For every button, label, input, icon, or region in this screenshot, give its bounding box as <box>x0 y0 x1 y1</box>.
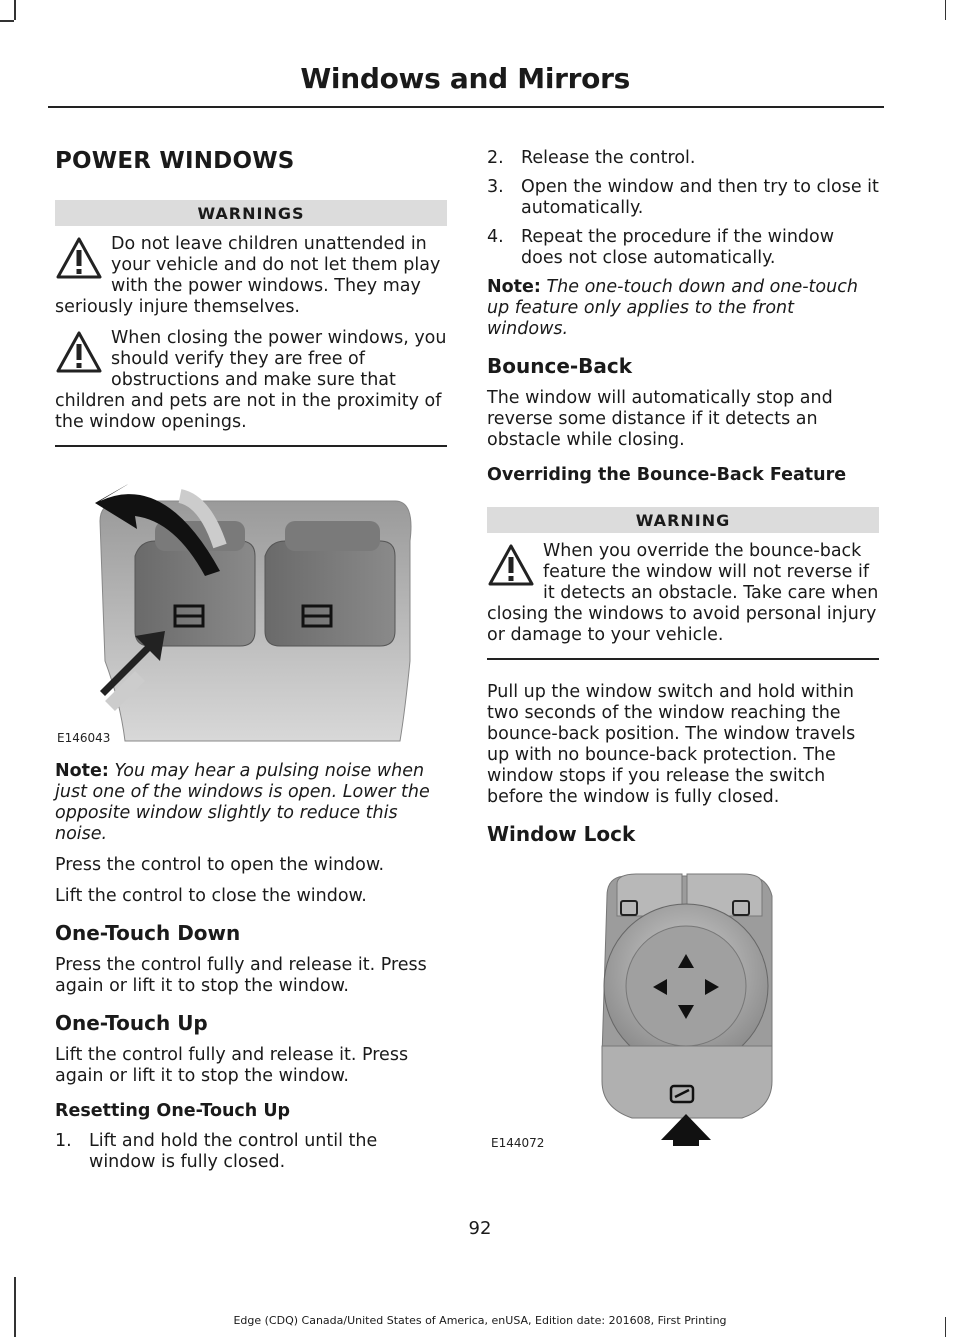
list-item <box>487 148 879 169</box>
subheading: One-Touch Down <box>55 920 241 945</box>
section-title: POWER WINDOWS <box>55 148 295 174</box>
list-text: Release the control. <box>521 148 696 168</box>
window-switch-figure <box>55 461 447 749</box>
list-item <box>55 1131 447 1173</box>
crop-mark <box>14 0 16 20</box>
page-footer: Edge (CDQ) Canada/United States of America, enUSA, Edition date: 201608, First Printing <box>233 1314 727 1327</box>
warning-text: When you override the bounce-back feature the window will not reverse if it detects an obstacle. Take care when closing the windows to avoid personal injury or damage to your vehicle. <box>487 541 879 645</box>
paragraph: Press the control fully and release it. Press again or lift it to stop the window. <box>55 954 427 996</box>
crop-mark <box>945 0 947 20</box>
list-text: Lift and hold the control until the window is fully closed. <box>89 1130 378 1172</box>
crop-mark <box>14 1277 16 1337</box>
note-label: Note: <box>55 760 109 781</box>
list-number: 1. <box>55 1130 72 1151</box>
note <box>487 277 879 340</box>
warning-icon <box>55 236 103 280</box>
list-number: 2. <box>487 148 504 168</box>
warnings-label: WARNINGS <box>55 200 447 226</box>
page-header-title: Windows and Mirrors <box>300 62 630 95</box>
note-label: Note: <box>487 277 541 297</box>
warning-icon <box>55 330 103 374</box>
note-text: You may hear a pulsing noise when just one of the windows is open. Lower the opposite window slightly to reduce this noise. <box>55 760 430 844</box>
warning-label: WARNING <box>487 507 879 533</box>
page-number: 92 <box>468 1218 492 1239</box>
left-column <box>55 140 447 1181</box>
list-number: 3. <box>487 177 504 197</box>
paragraph: Press the control to open the window. <box>55 854 385 875</box>
paragraph: Lift the control fully and release it. Press again or lift it to stop the window. <box>55 1044 409 1086</box>
subheading: One-Touch Up <box>55 1010 208 1035</box>
crop-mark <box>0 20 14 22</box>
warning-block <box>55 234 447 318</box>
warning-block <box>55 328 447 433</box>
warning-icon <box>487 543 535 587</box>
window-lock-illustration <box>487 856 879 1146</box>
figure-code: E146043 <box>57 730 111 745</box>
header-rule <box>48 106 884 108</box>
warning-rule <box>487 658 879 660</box>
right-column <box>487 140 879 1150</box>
subheading: Resetting One-Touch Up <box>55 1100 291 1121</box>
list-item <box>487 177 879 219</box>
list-text: Open the window and then try to close it automatically. <box>521 177 879 218</box>
list-item <box>487 227 879 269</box>
paragraph: Pull up the window switch and hold within two seconds of the window reaching the bounce-back position. The window travels up with no bounce-back protection. The window stops if you release the switch before the window is fully closed. <box>487 681 856 807</box>
list-text: Repeat the procedure if the window does not close automatically. <box>521 227 835 268</box>
paragraph: Lift the control to close the window. <box>55 885 367 906</box>
warning-text: Do not leave children unattended in your vehicle and do not let them play with the power windows. They may seriously injure themselves. <box>55 234 441 317</box>
subheading: Overriding the Bounce-Back Feature <box>487 465 847 485</box>
paragraph: The window will automatically stop and reverse some distance if it detects an obstacle while closing. <box>487 388 833 450</box>
note-text: The one-touch down and one-touch up feature only applies to the front windows. <box>487 277 858 339</box>
window-switch-illustration <box>55 461 447 749</box>
warning-text: When closing the power windows, you should verify they are free of obstructions and make sure that children and pets are not in the proximity of the window openings. <box>55 328 447 432</box>
subheading: Window Lock <box>487 821 636 846</box>
warning-block <box>487 541 879 646</box>
list-number: 4. <box>487 227 504 247</box>
subheading: Bounce-Back <box>487 354 633 378</box>
warning-rule <box>55 445 447 447</box>
figure-code: E144072 <box>491 1135 545 1150</box>
window-lock-figure <box>487 856 879 1150</box>
note <box>55 761 447 845</box>
